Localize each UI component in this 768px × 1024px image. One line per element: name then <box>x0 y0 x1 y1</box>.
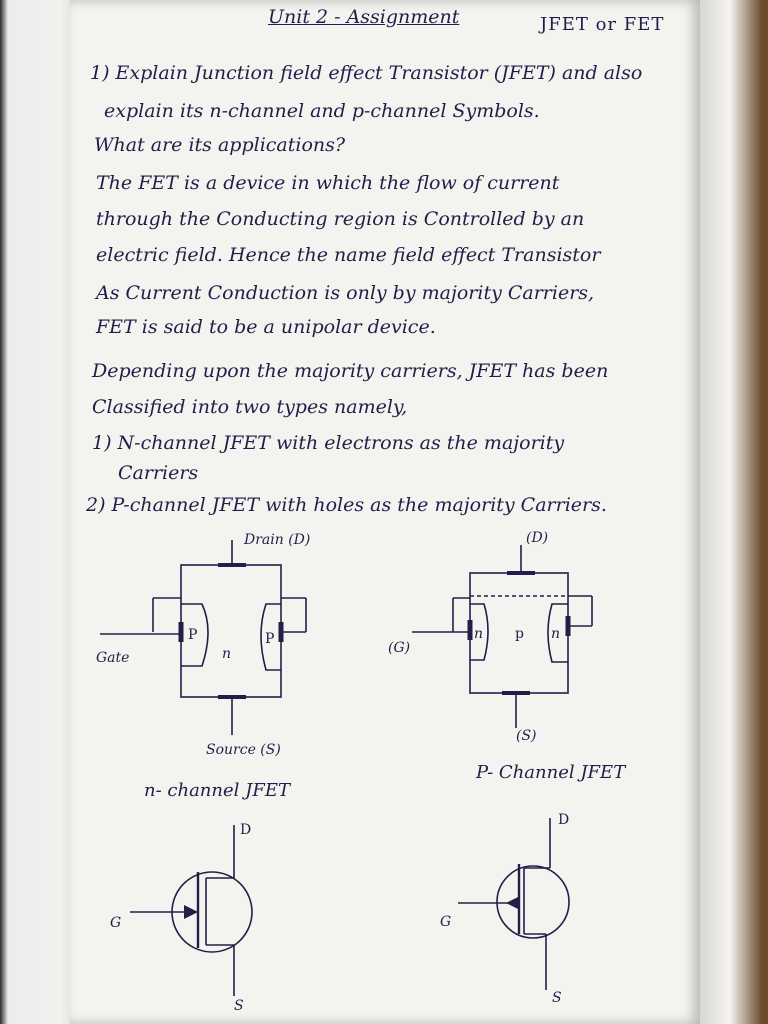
p-symbol-gate-label: G <box>440 914 452 930</box>
n-source-label: Source (S) <box>206 742 281 758</box>
answer-p1-line-5: FET is said to be a unipolar device. <box>96 316 436 338</box>
answer-p2-line-3: 1) N-channel JFET with electrons as the majority <box>92 432 565 454</box>
question-line-2: explain its n-channel and p-channel Symbols. <box>104 100 540 122</box>
n-right-p-label: P <box>265 631 275 647</box>
p-gate-label: (G) <box>388 640 411 656</box>
p-symbol-circle <box>497 866 569 938</box>
page-title: Unit 2 - Assignment <box>268 6 460 28</box>
n-channel-caption: n- channel JFET <box>144 780 290 801</box>
p-symbol-source-label: S <box>552 990 562 1006</box>
n-symbol-drain-label: D <box>240 822 252 838</box>
answer-p2-line-1: Depending upon the majority carriers, JFET has been <box>92 360 609 382</box>
n-channel-label: n <box>222 646 232 662</box>
question-line-1: 1) Explain Junction field effect Transistor (JFET) and also <box>90 62 643 84</box>
answer-p2-line-2: Classified into two types namely, <box>92 396 408 418</box>
n-symbol-source-label: S <box>234 998 244 1014</box>
n-left-p-label: P <box>188 627 198 643</box>
p-drain-label: (D) <box>526 530 549 546</box>
p-left-n-label: n <box>474 626 484 642</box>
answer-p1-line-2: through the Conducting region is Controlled by an <box>96 208 585 230</box>
n-drain-label: Drain (D) <box>244 532 311 548</box>
p-channel-label: p <box>515 626 524 642</box>
answer-p1-line-1: The FET is a device in which the flow of current <box>96 172 560 194</box>
n-symbol-gate-label: G <box>110 915 122 931</box>
p-right-n-label: n <box>551 626 561 642</box>
answer-p1-line-4: As Current Conduction is only by majority Carriers, <box>96 282 595 304</box>
p-channel-caption: P- Channel JFET <box>476 762 626 783</box>
p-symbol-drain-label: D <box>558 812 570 828</box>
header-tag: JFET or FET <box>540 14 665 35</box>
n-gate-label: Gate <box>96 650 130 666</box>
answer-p2-line-5: 2) P-channel JFET with holes as the majority Carriers. <box>86 494 607 516</box>
answer-p1-line-3: electric field. Hence the name field effect Transistor <box>96 244 601 266</box>
answer-p2-line-4: Carriers <box>118 462 199 484</box>
question-line-3: What are its applications? <box>94 134 346 156</box>
p-source-label: (S) <box>516 728 537 744</box>
